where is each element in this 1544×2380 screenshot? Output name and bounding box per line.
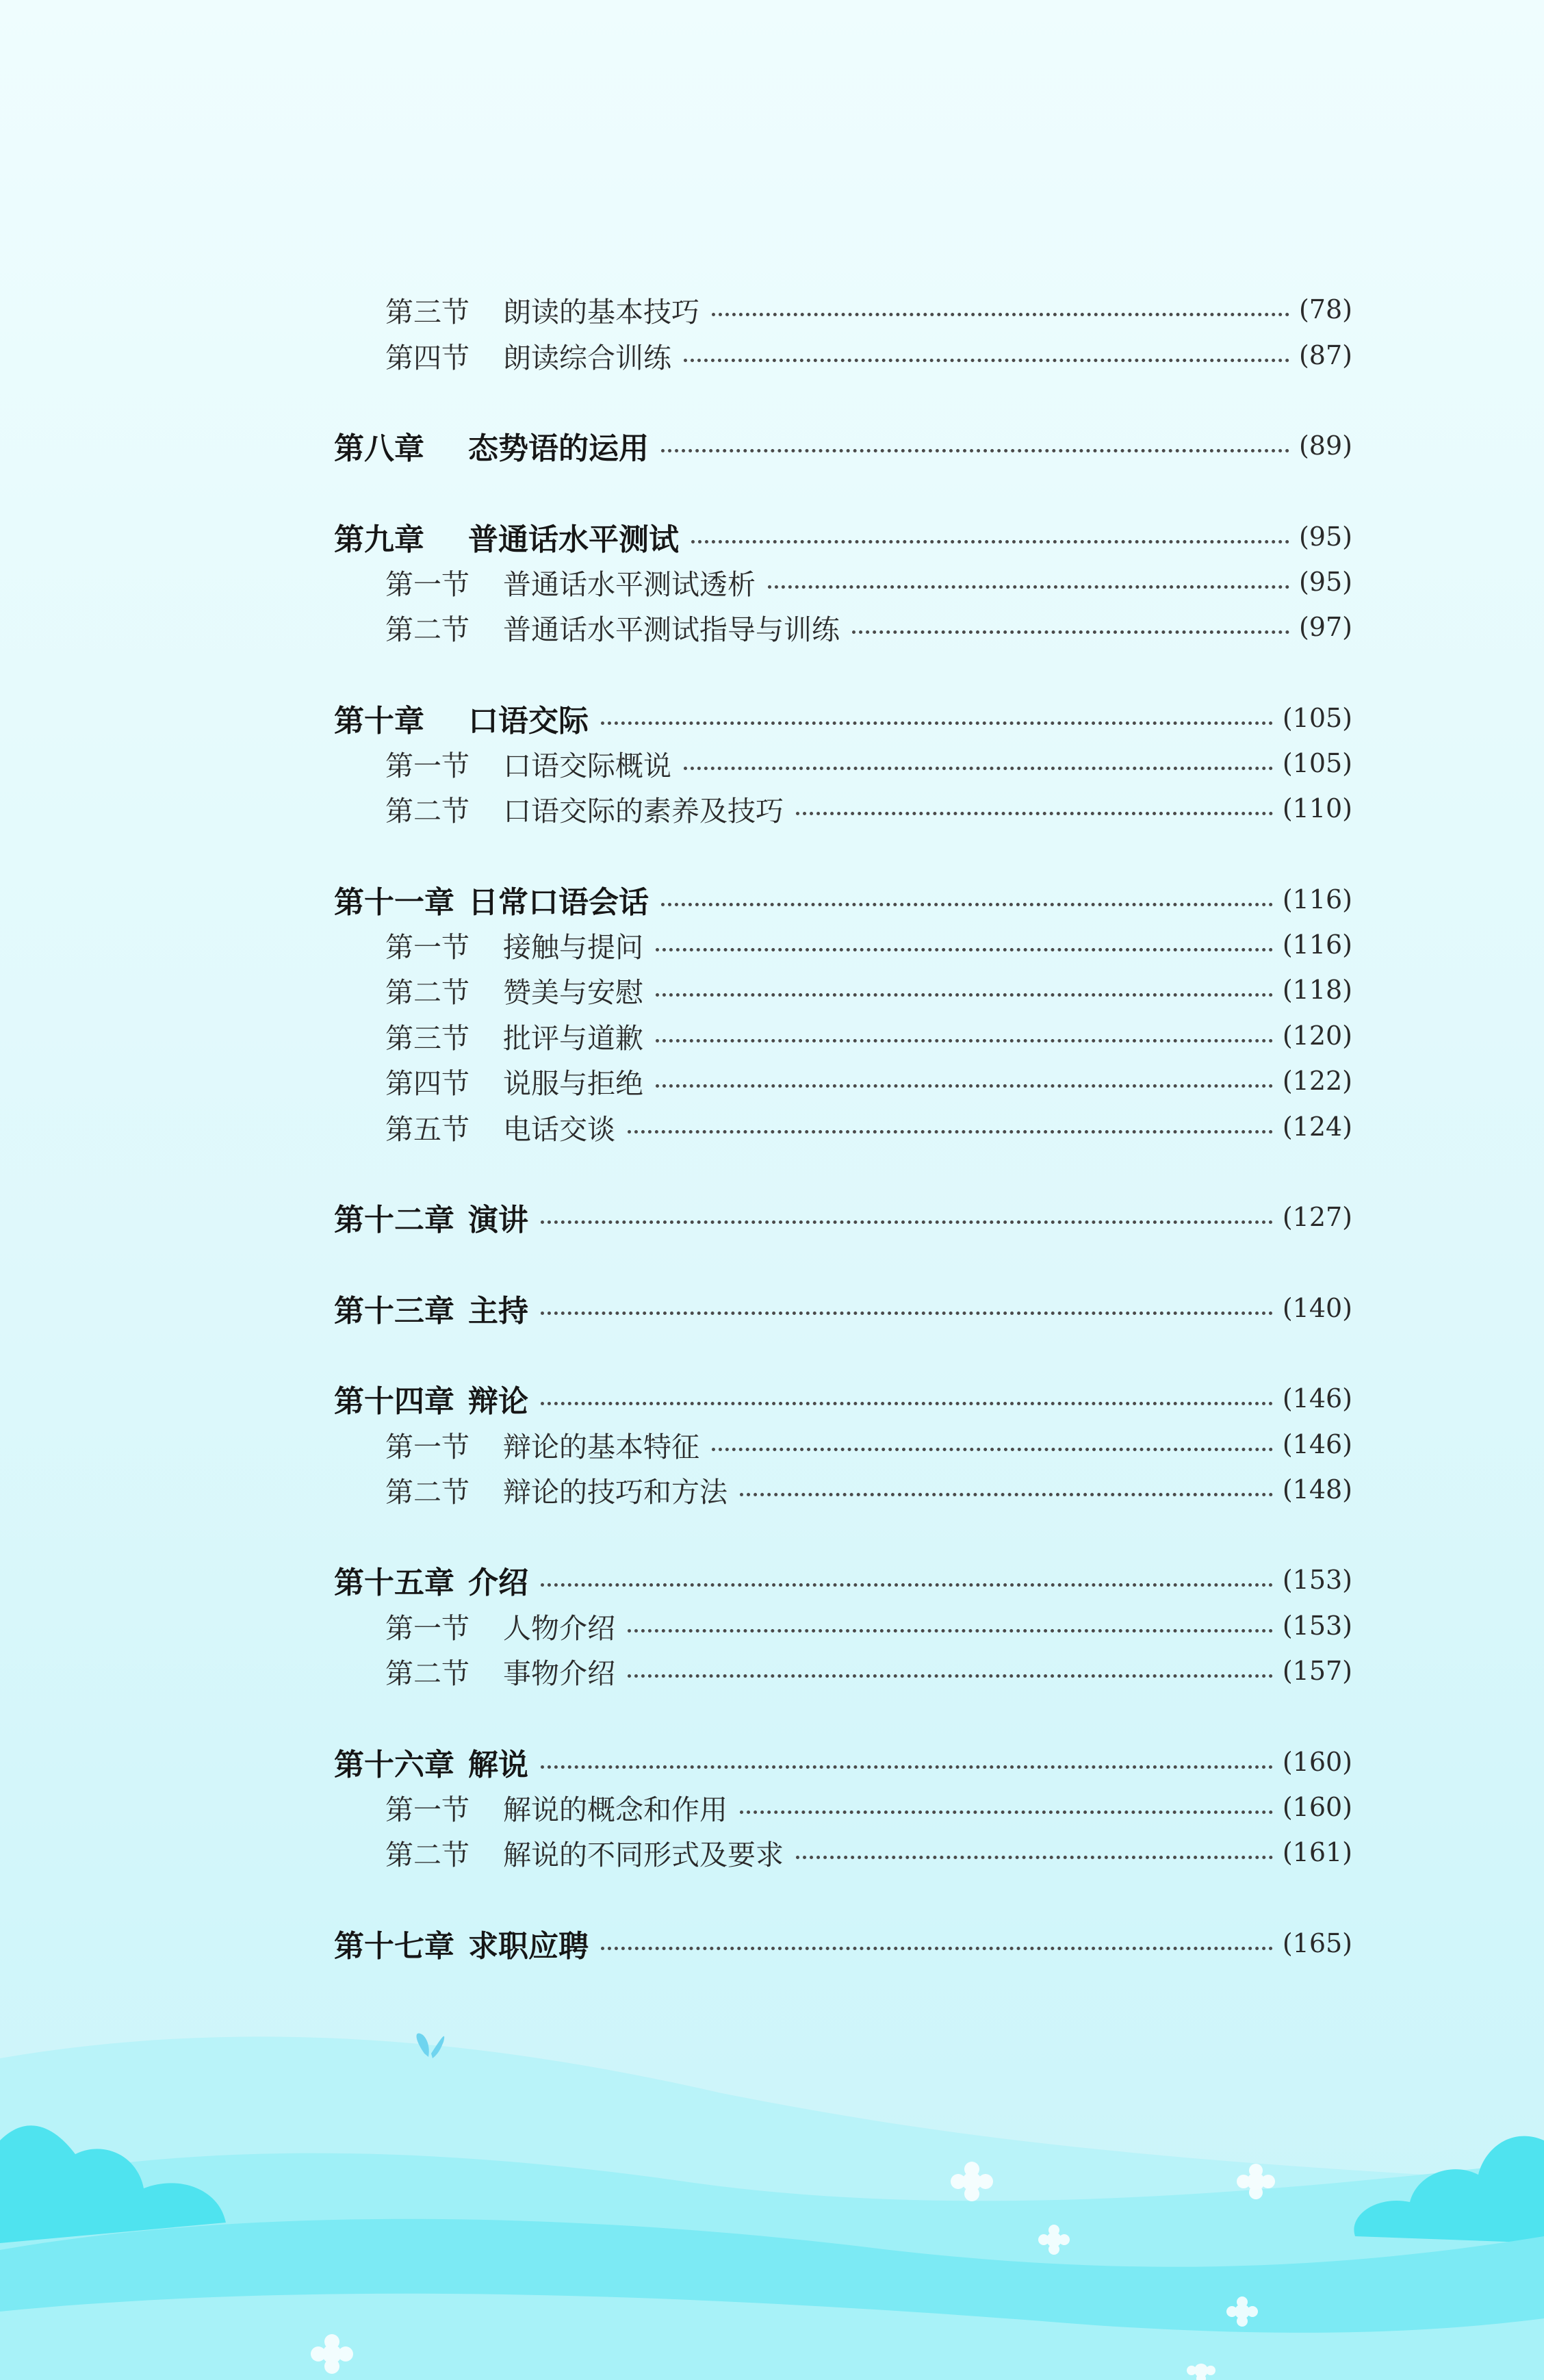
- chapter-title: 日常口语会话: [468, 885, 649, 920]
- dot-leader: [684, 359, 1289, 362]
- page-number: (153): [1282, 1565, 1352, 1595]
- chapter-title: 普通话水平测试: [468, 522, 679, 557]
- toc-chapter[interactable]: [334, 1919, 1352, 1967]
- page-number: (157): [1282, 1656, 1352, 1686]
- dot-leader: [541, 1220, 1273, 1224]
- dot-leader: [541, 1765, 1273, 1769]
- section-title: 口语交际概说: [503, 749, 671, 782]
- page-number: (105): [1282, 748, 1352, 778]
- page-number: (105): [1282, 703, 1352, 733]
- page-number: (78): [1298, 294, 1352, 324]
- page-number: (116): [1282, 884, 1352, 914]
- dot-leader: [601, 1947, 1273, 1950]
- section-number: 第一节: [385, 749, 469, 782]
- page-number: (116): [1282, 930, 1352, 960]
- chapter-number: 第十一章: [334, 885, 454, 920]
- chapter-number: 第十五章: [334, 1565, 454, 1600]
- page-number: (124): [1282, 1112, 1352, 1142]
- dot-leader: [712, 313, 1289, 316]
- section-number: 第二节: [385, 794, 469, 828]
- toc-entry[interactable]: [385, 603, 1352, 651]
- toc-entry[interactable]: [385, 1602, 1352, 1650]
- section-title: 批评与道歉: [503, 1021, 643, 1055]
- page-number: (122): [1282, 1066, 1352, 1096]
- toc-entry[interactable]: [385, 1647, 1352, 1695]
- section-number: 第二节: [385, 613, 469, 646]
- section-number: 第五节: [385, 1112, 469, 1146]
- section-number: 第一节: [385, 1793, 469, 1826]
- section-title: 辩论的技巧和方法: [503, 1475, 728, 1509]
- dot-leader: [541, 1583, 1273, 1587]
- page-number: (160): [1282, 1747, 1352, 1777]
- toc-entry[interactable]: [385, 1420, 1352, 1468]
- section-title: 赞美与安慰: [503, 975, 643, 1009]
- page-number: (87): [1298, 340, 1352, 370]
- toc-chapter[interactable]: [334, 1556, 1352, 1604]
- section-number: 第二节: [385, 1475, 469, 1509]
- page-number: (89): [1298, 431, 1352, 461]
- chapter-title: 介绍: [468, 1565, 528, 1600]
- dot-leader: [628, 1629, 1273, 1633]
- dot-leader: [656, 993, 1273, 997]
- chapter-number: 第十三章: [334, 1294, 454, 1329]
- section-title: 朗读的基本技巧: [503, 295, 699, 329]
- dot-leader: [628, 1674, 1273, 1678]
- dot-leader: [656, 1039, 1273, 1042]
- page-number: (148): [1282, 1474, 1352, 1505]
- chapter-number: 第十章: [334, 704, 424, 739]
- dot-leader: [768, 585, 1289, 589]
- toc-chapter[interactable]: [334, 1738, 1352, 1786]
- chapter-number: 第九章: [334, 522, 424, 557]
- chapter-number: 第八章: [334, 431, 424, 466]
- section-number: 第四节: [385, 1066, 469, 1100]
- section-title: 事物介绍: [503, 1656, 615, 1690]
- toc-chapter[interactable]: [334, 875, 1352, 923]
- dot-leader: [661, 449, 1289, 452]
- toc-entry[interactable]: [385, 1103, 1352, 1151]
- dot-leader: [740, 1810, 1273, 1814]
- chapter-title: 求职应聘: [468, 1929, 589, 1964]
- toc-chapter[interactable]: [334, 1374, 1352, 1422]
- section-title: 普通话水平测试指导与训练: [503, 613, 840, 646]
- section-title: 电话交谈: [503, 1112, 615, 1146]
- page-number: (140): [1282, 1293, 1352, 1323]
- page-number: (165): [1282, 1928, 1352, 1958]
- page-number: (118): [1282, 975, 1352, 1005]
- section-number: 第一节: [385, 930, 469, 964]
- section-title: 辩论的基本特征: [503, 1430, 699, 1463]
- chapter-number: 第十四章: [334, 1384, 454, 1419]
- toc-entry[interactable]: [385, 1057, 1352, 1105]
- page-number: (160): [1282, 1792, 1352, 1822]
- page-number: (110): [1282, 793, 1352, 823]
- dot-leader: [796, 812, 1273, 815]
- page-number: (120): [1282, 1021, 1352, 1051]
- dot-leader: [691, 540, 1289, 543]
- toc-entry[interactable]: [385, 1828, 1352, 1876]
- chapter-number: 第十七章: [334, 1929, 454, 1964]
- page-number: (146): [1282, 1429, 1352, 1459]
- dot-leader: [601, 721, 1273, 725]
- dot-leader: [852, 630, 1289, 634]
- section-number: 第二节: [385, 975, 469, 1009]
- section-number: 第三节: [385, 1021, 469, 1055]
- toc-entry[interactable]: [385, 966, 1352, 1014]
- chapter-title: 解说: [468, 1748, 528, 1782]
- toc-entry[interactable]: [385, 1012, 1352, 1060]
- section-title: 朗读综合训练: [503, 341, 671, 374]
- section-number: 第一节: [385, 1611, 469, 1645]
- section-title: 口语交际的素养及技巧: [503, 794, 784, 828]
- section-title: 人物介绍: [503, 1611, 615, 1645]
- dot-leader: [740, 1493, 1273, 1496]
- dot-leader: [628, 1130, 1273, 1134]
- toc-entry[interactable]: [385, 558, 1352, 606]
- toc-entry[interactable]: [385, 784, 1352, 832]
- dot-leader: [656, 948, 1273, 951]
- page-number: (153): [1282, 1611, 1352, 1641]
- section-number: 第四节: [385, 341, 469, 374]
- chapter-title: 主持: [468, 1294, 528, 1329]
- section-title: 接触与提问: [503, 930, 643, 964]
- toc-chapter[interactable]: [334, 1284, 1352, 1332]
- section-title: 解说的不同形式及要求: [503, 1838, 784, 1871]
- toc-chapter[interactable]: [334, 422, 1352, 470]
- chapter-number: 第十六章: [334, 1748, 454, 1782]
- dot-leader: [656, 1084, 1273, 1088]
- toc-chapter[interactable]: [334, 513, 1352, 561]
- page-number: (97): [1298, 612, 1352, 642]
- page-number: (95): [1298, 522, 1352, 552]
- section-number: 第二节: [385, 1656, 469, 1690]
- toc-entry[interactable]: [385, 1783, 1352, 1831]
- chapter-title: 口语交际: [468, 704, 589, 739]
- toc-entry[interactable]: [385, 331, 1352, 379]
- toc-chapter[interactable]: [334, 1193, 1352, 1241]
- dot-leader: [684, 767, 1273, 770]
- dot-leader: [541, 1311, 1273, 1315]
- section-number: 第二节: [385, 1838, 469, 1871]
- section-number: 第一节: [385, 1430, 469, 1463]
- page-number: (146): [1282, 1383, 1352, 1413]
- chapter-number: 第十二章: [334, 1203, 454, 1238]
- section-number: 第一节: [385, 567, 469, 601]
- section-number: 第三节: [385, 295, 469, 329]
- chapter-title: 态势语的运用: [468, 431, 649, 466]
- toc-entry[interactable]: [385, 1466, 1352, 1513]
- toc-entry[interactable]: [385, 285, 1352, 333]
- toc-chapter[interactable]: [334, 694, 1352, 742]
- section-title: 说服与拒绝: [503, 1066, 643, 1100]
- dot-leader: [796, 1856, 1273, 1859]
- section-title: 普通话水平测试透析: [503, 567, 756, 601]
- section-title: 解说的概念和作用: [503, 1793, 728, 1826]
- page-number: (95): [1298, 567, 1352, 597]
- dot-leader: [541, 1402, 1273, 1405]
- page-number: (127): [1282, 1202, 1352, 1232]
- dot-leader: [712, 1448, 1273, 1451]
- page-number: (161): [1282, 1837, 1352, 1867]
- dot-leader: [661, 903, 1273, 906]
- toc-entry[interactable]: [385, 739, 1352, 787]
- chapter-title: 辩论: [468, 1384, 528, 1419]
- chapter-title: 演讲: [468, 1203, 528, 1238]
- toc-entry[interactable]: [385, 921, 1352, 969]
